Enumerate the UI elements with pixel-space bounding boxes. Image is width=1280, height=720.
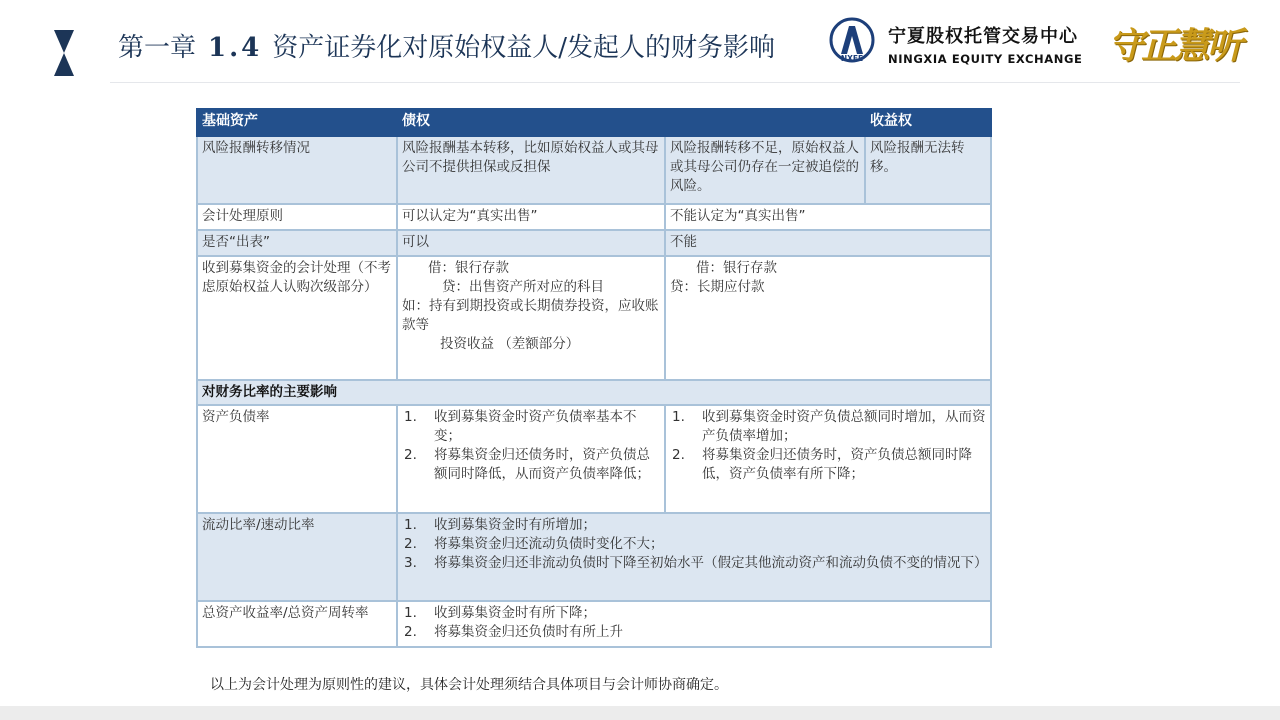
proceeds-b — [665, 256, 991, 380]
liquidity-label: 流动比率/速动比率 — [197, 513, 397, 601]
table-row-accounting — [197, 204, 991, 230]
table-row-risk — [197, 136, 991, 204]
section-heading: 对财务比率的主要影响 — [197, 380, 991, 405]
list-item: 2. 将募集资金归还流动负债时变化不大； — [404, 536, 664, 552]
proceeds-a — [397, 256, 665, 380]
risk-debt-a: 风险报酬基本转移，比如原始权益人或其母公司不提供担保或反担保 — [397, 136, 665, 204]
proceeds-label: 收到募集资金的会计处理（不考虑原始权益人认购次级部分） — [197, 256, 397, 380]
brand-name-en: NINGXIA EQUITY EXCHANGE — [888, 52, 1083, 66]
financial-impact-table — [196, 108, 992, 648]
leverage-b — [665, 405, 991, 513]
on-balance-a: 可以 — [397, 230, 665, 256]
page-title — [118, 30, 775, 66]
section-number: 1.4 — [208, 33, 263, 63]
brand-name-cn: 宁夏股权托管交易中心 — [888, 26, 1078, 47]
proceeds-a-debit: 借：银行存款 — [428, 260, 509, 276]
table-row-leverage — [197, 405, 991, 513]
accounting-label: 会计处理原则 — [197, 204, 397, 230]
leverage-a-list — [402, 408, 660, 484]
section-title: 资产证券化对原始权益人/发起人的财务影响 — [272, 33, 776, 63]
risk-debt-b: 风险报酬转移不足，原始权益人或其母公司仍存在一定被追偿的风险。 — [665, 136, 865, 204]
calligraphy-logo: 守正慧听 — [1108, 25, 1241, 67]
nxee-logo-icon — [828, 16, 876, 66]
proceeds-a-credit: 贷：出售资产所对应的科目 — [442, 279, 604, 295]
header-income: 收益权 — [865, 109, 991, 136]
footnote: 以上为会计处理为原则性的建议，具体会计处理须结合具体项目与会计师协商确定。 — [210, 677, 728, 693]
table-header-row — [197, 109, 991, 136]
header-debt: 债权 — [397, 109, 865, 136]
table-row-proceeds — [197, 256, 991, 380]
roa-list — [402, 604, 986, 642]
proceeds-a-gain: 投资收益 （差额部分） — [440, 336, 580, 352]
risk-label: 风险报酬转移情况 — [197, 136, 397, 204]
header-divider — [110, 82, 1240, 83]
list-item: 2. 将募集资金归还负债时有所上升 — [404, 624, 623, 640]
liquidity-content — [397, 513, 991, 601]
bottom-bar — [0, 706, 1280, 720]
roa-label: 总资产收益率/总资产周转率 — [197, 601, 397, 647]
table-row-liquidity — [197, 513, 991, 601]
chapter-label: 第一章 — [118, 33, 197, 63]
liquidity-list — [402, 516, 986, 573]
on-balance-label: 是否“出表” — [197, 230, 397, 256]
list-item: 2. 将募集资金归还债务时，资产负债总额同时降低，资产负债率有所下降； — [672, 447, 972, 482]
table-row-roa — [197, 601, 991, 647]
logo-text: NXEE — [840, 54, 864, 63]
proceeds-b-credit: 贷：长期应付款 — [670, 279, 765, 295]
list-item: 1. 收到募集资金时资产负债率基本不变； — [404, 409, 637, 444]
list-item: 1. 收到募集资金时有所下降； — [404, 605, 596, 621]
risk-income: 风险报酬无法转移。 — [865, 136, 991, 204]
leverage-a — [397, 405, 665, 513]
leverage-label: 资产负债率 — [197, 405, 397, 513]
accounting-a: 可以认定为“真实出售” — [397, 204, 665, 230]
proceeds-b-debit: 借：银行存款 — [696, 260, 777, 276]
list-item: 2. 将募集资金归还债务时，资产负债总额同时降低，从而资产负债率降低； — [404, 447, 650, 482]
on-balance-b: 不能 — [665, 230, 991, 256]
proceeds-a-example: 如：持有到期投资或长期债券投资，应收账款等 — [402, 298, 659, 333]
table-section-row — [197, 380, 991, 405]
leverage-b-list — [670, 408, 986, 484]
list-item: 1. 收到募集资金时有所增加； — [404, 517, 596, 533]
list-item: 3. 将募集资金归还非流动负债时下降至初始水平（假定其他流动资产和流动负债不变的情况下） — [404, 555, 988, 571]
accounting-b: 不能认定为“真实出售” — [665, 204, 991, 230]
hourglass-icon — [52, 28, 76, 78]
roa-content — [397, 601, 991, 647]
header-basis: 基础资产 — [197, 109, 397, 136]
table-row-on-balance — [197, 230, 991, 256]
list-item: 1. 收到募集资金时资产负债总额同时增加，从而资产负债率增加； — [672, 409, 986, 444]
